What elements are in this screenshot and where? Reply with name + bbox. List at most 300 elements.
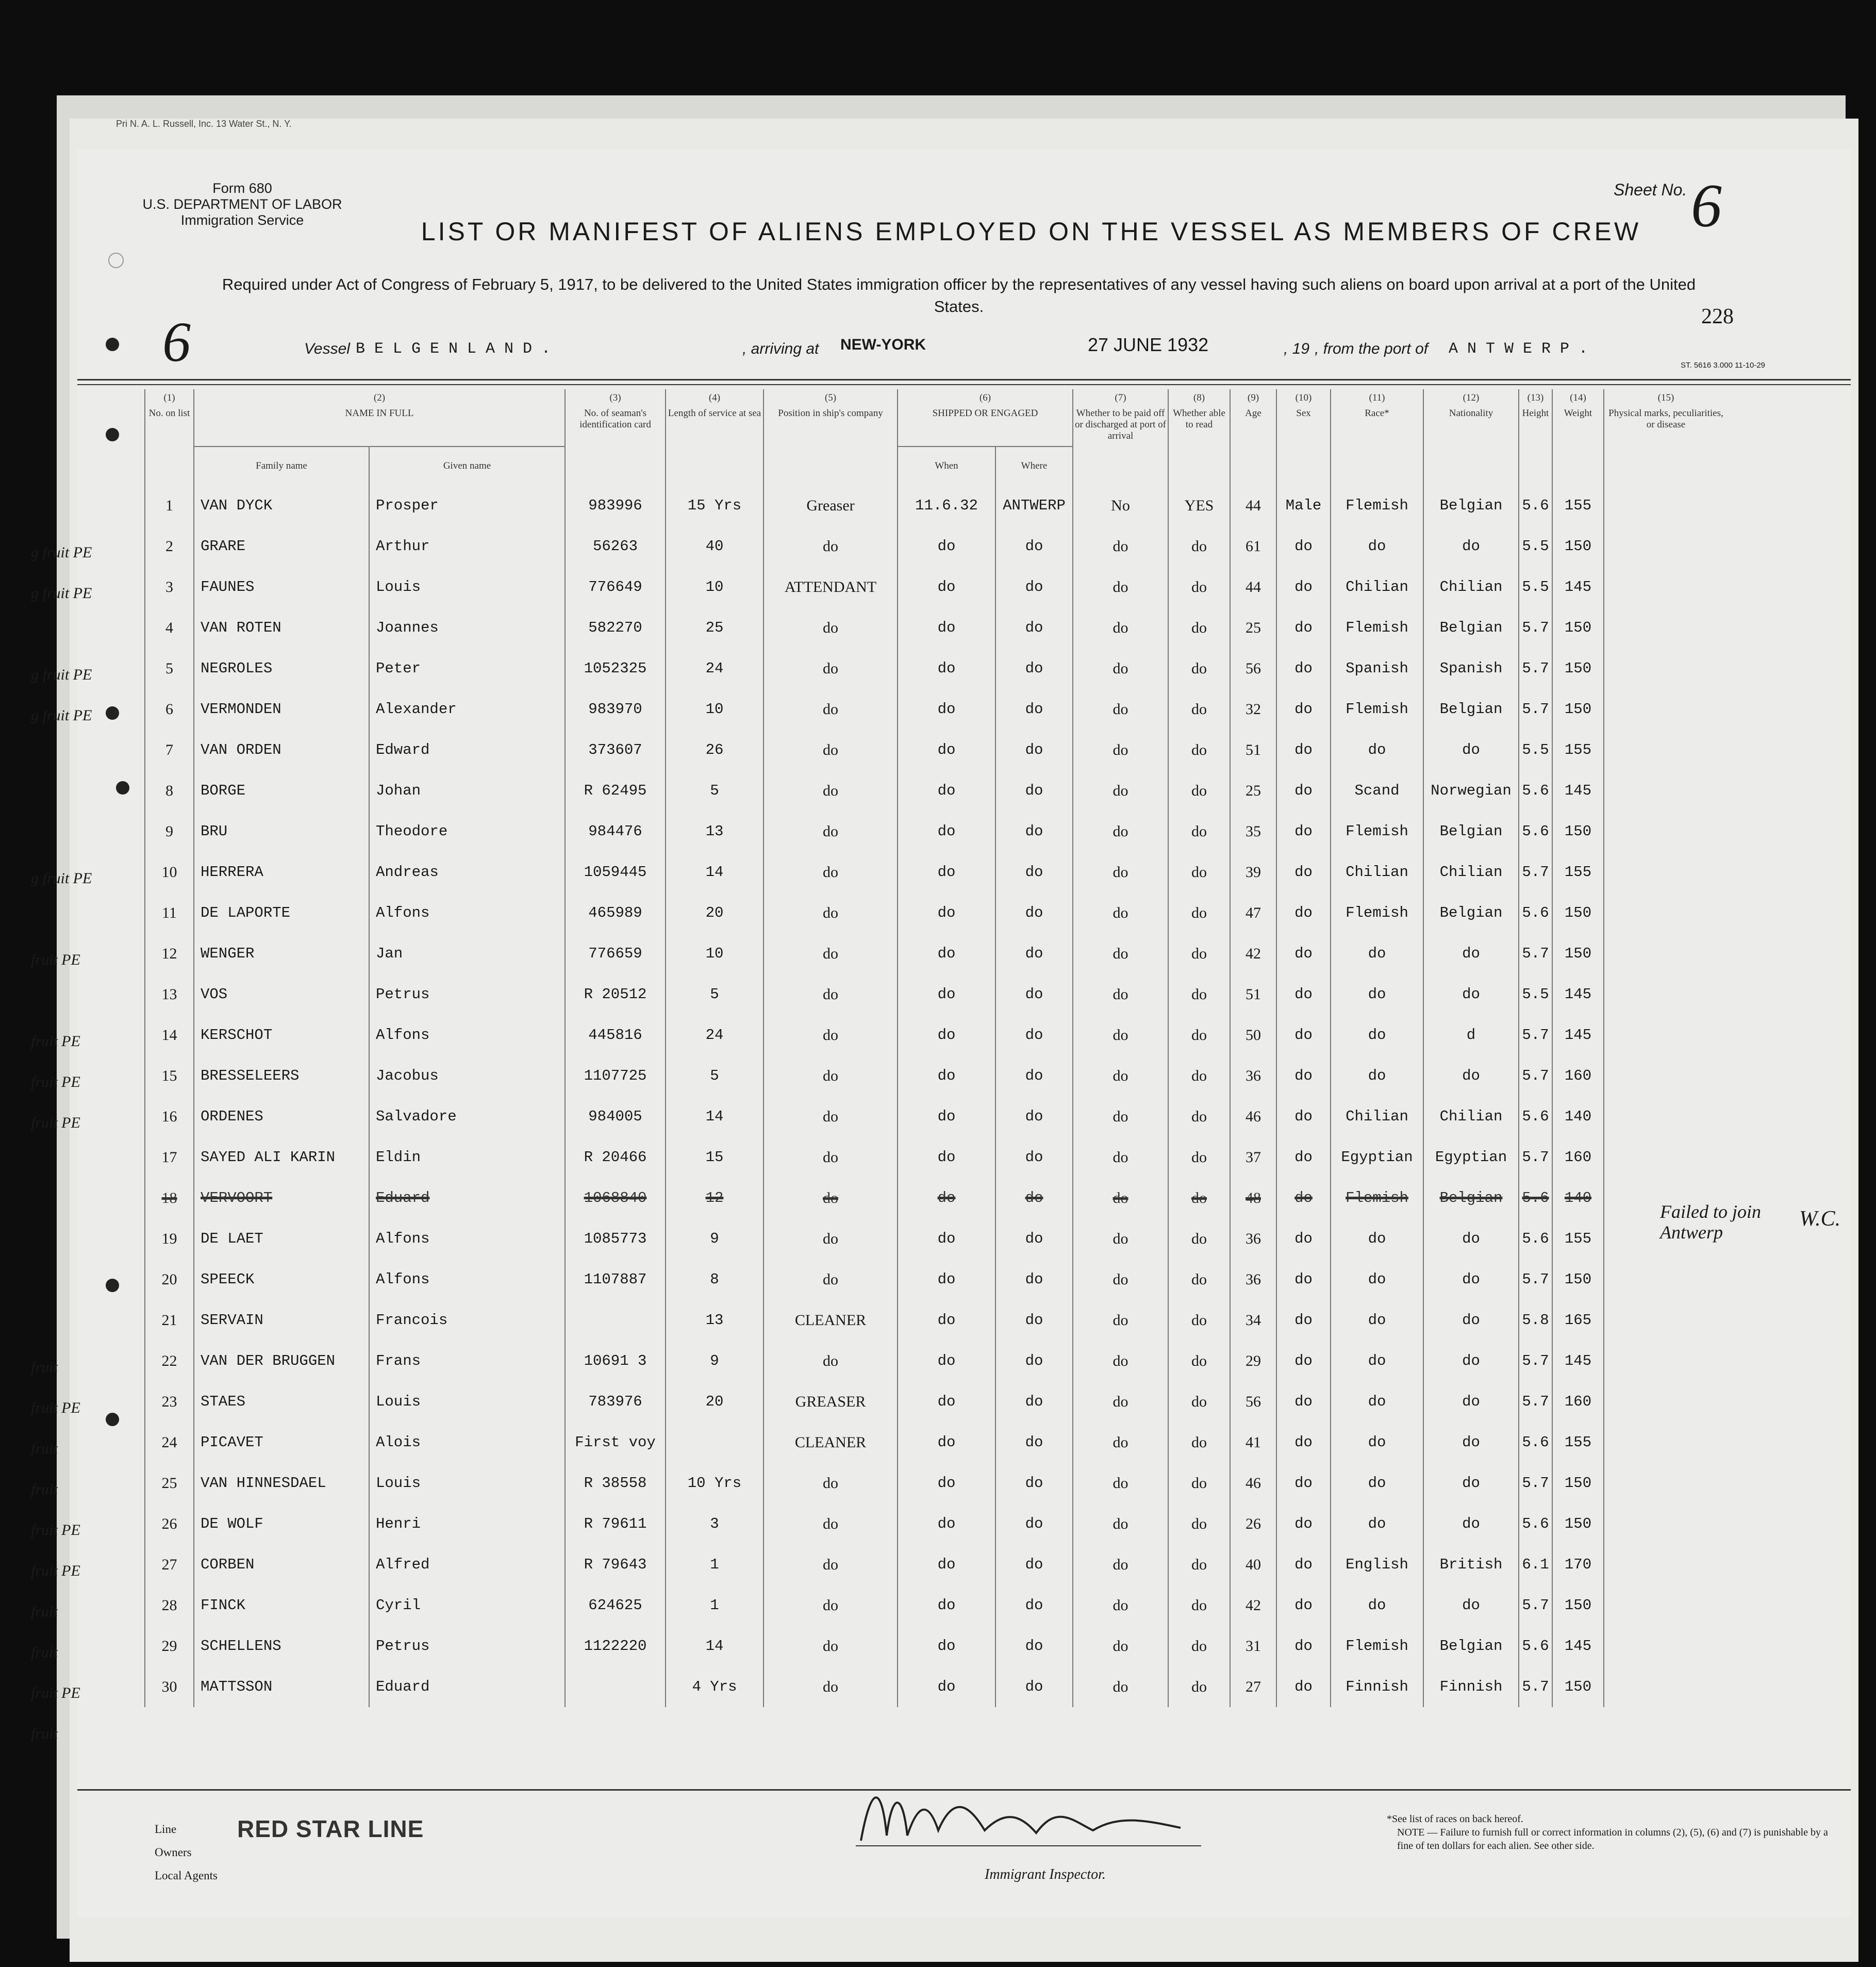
given-name-cell: Louis (369, 1463, 565, 1503)
height-cell: 5.7 (1519, 1259, 1552, 1300)
margin-note: fruit PE (31, 1399, 80, 1416)
physical-marks-cell (1604, 526, 1728, 567)
margin-note: fruit PE (31, 951, 80, 968)
family-name-cell: VAN HINNESDAEL (194, 1463, 369, 1503)
nationality-cell: do (1423, 1422, 1519, 1463)
physical-marks-cell (1604, 1544, 1728, 1585)
position-cell: do (763, 689, 898, 730)
shipped-when-cell: do (898, 1544, 995, 1585)
row-number-cell: 30 (145, 1666, 194, 1707)
nationality-cell: Chilian (1423, 1096, 1519, 1137)
physical-marks-cell (1604, 1259, 1728, 1300)
table-row (145, 1463, 1728, 1503)
nationality-cell: Belgian (1423, 485, 1519, 526)
subtitle: Required under Act of Congress of February 5, 1917, to be delivered to the United States immigration officer by the representatives of any vessel having such aliens on board upon arrival at a port of the United States. (222, 275, 1696, 316)
shipped-where-cell: do (995, 811, 1073, 852)
nationality-cell: do (1423, 1055, 1519, 1096)
header-sex: Sex (1276, 408, 1331, 485)
physical-marks-cell (1604, 1463, 1728, 1503)
shipped-where-cell: do (995, 770, 1073, 811)
header-race: Race* (1331, 408, 1423, 485)
age-cell: 25 (1230, 770, 1276, 811)
margin-note: fruit (31, 1603, 58, 1620)
row-number-cell: 7 (145, 730, 194, 770)
length-service-cell: 5 (666, 974, 763, 1015)
arrival-port: NEW-YORK (840, 336, 926, 353)
form-heading (134, 180, 351, 228)
position-cell: CLEANER (763, 1300, 898, 1341)
age-cell: 47 (1230, 892, 1276, 933)
margin-note: g fruit PE (31, 870, 92, 887)
printer-imprint: Pri N. A. L. Russell, Inc. 13 Water St., N. Y. (116, 119, 292, 129)
weight-cell: 150 (1552, 1503, 1604, 1544)
shipped-where-cell: do (995, 1218, 1073, 1259)
footer-notes (1387, 1812, 1840, 1853)
length-service-cell: 5 (666, 770, 763, 811)
margin-note: fruit (31, 1725, 58, 1742)
age-cell: 25 (1230, 607, 1276, 648)
age-cell: 46 (1230, 1096, 1276, 1137)
shipped-where-cell: do (995, 1544, 1073, 1585)
height-cell: 5.7 (1519, 1666, 1552, 1707)
reference-number: 228 (1701, 305, 1734, 328)
shipped-where-cell: do (995, 1381, 1073, 1422)
margin-note: g fruit PE (31, 707, 92, 724)
sex-cell: do (1276, 892, 1331, 933)
physical-marks-cell (1604, 567, 1728, 607)
id-card-cell: First voy (565, 1422, 666, 1463)
table-row (145, 1300, 1728, 1341)
shipped-when-cell: 11.6.32 (898, 485, 995, 526)
family-name-cell: DE LAET (194, 1218, 369, 1259)
col-number: (4) (666, 389, 763, 408)
weight-cell: 160 (1552, 1055, 1604, 1096)
sex-cell: do (1276, 1096, 1331, 1137)
family-name-cell: CORBEN (194, 1544, 369, 1585)
table-row (145, 1666, 1728, 1707)
length-service-cell: 15 (666, 1137, 763, 1178)
paid-off-cell: do (1073, 1503, 1168, 1544)
shipped-where-cell: do (995, 1626, 1073, 1666)
height-cell: 5.5 (1519, 974, 1552, 1015)
paid-off-cell: do (1073, 974, 1168, 1015)
given-name-cell: Louis (369, 567, 565, 607)
family-name-cell: MATTSSON (194, 1666, 369, 1707)
race-cell: Flemish (1331, 607, 1423, 648)
table-row (145, 1178, 1728, 1218)
physical-marks-cell (1604, 852, 1728, 892)
sex-cell: do (1276, 1259, 1331, 1300)
race-cell: do (1331, 933, 1423, 974)
weight-cell: 150 (1552, 1666, 1604, 1707)
id-card-cell: 984476 (565, 811, 666, 852)
able-read-cell: do (1168, 648, 1230, 689)
header-id-card: No. of seaman's identification card (565, 408, 666, 485)
given-name-cell: Joannes (369, 607, 565, 648)
physical-marks-cell (1604, 485, 1728, 526)
id-card-cell: 10691 3 (565, 1341, 666, 1381)
given-name-cell: Francois (369, 1300, 565, 1341)
sex-cell: do (1276, 933, 1331, 974)
length-service-cell: 1 (666, 1544, 763, 1585)
physical-marks-cell (1604, 648, 1728, 689)
position-cell: do (763, 1055, 898, 1096)
given-name-cell: Eduard (369, 1666, 565, 1707)
line-stamp: RED STAR LINE (237, 1815, 424, 1842)
length-service-cell: 40 (666, 526, 763, 567)
shipped-where-cell: do (995, 974, 1073, 1015)
given-name-cell: Eldin (369, 1137, 565, 1178)
race-cell: Chilian (1331, 567, 1423, 607)
race-cell: Chilian (1331, 1096, 1423, 1137)
year-label: , 19 (1284, 340, 1310, 357)
length-service-cell: 24 (666, 1015, 763, 1055)
length-service-cell: 9 (666, 1218, 763, 1259)
nationality-cell: Egyptian (1423, 1137, 1519, 1178)
row-number-cell: 25 (145, 1463, 194, 1503)
family-name-cell: VAN DER BRUGGEN (194, 1341, 369, 1381)
age-cell: 48 (1230, 1178, 1276, 1218)
able-read-cell: do (1168, 1015, 1230, 1055)
nationality-cell: Chilian (1423, 852, 1519, 892)
header-when: When (898, 447, 995, 485)
sex-cell: do (1276, 730, 1331, 770)
shipped-when-cell: do (898, 1178, 995, 1218)
age-cell: 36 (1230, 1055, 1276, 1096)
height-cell: 5.7 (1519, 1341, 1552, 1381)
shipped-where-cell: do (995, 1666, 1073, 1707)
col-number: (11) (1331, 389, 1423, 408)
header-no-on-list: No. on list (145, 408, 194, 485)
position-cell: do (763, 1096, 898, 1137)
age-cell: 35 (1230, 811, 1276, 852)
given-name-cell: Prosper (369, 485, 565, 526)
race-cell: Egyptian (1331, 1137, 1423, 1178)
physical-marks-cell (1604, 1381, 1728, 1422)
margin-note: fruit (31, 1440, 58, 1457)
table-row (145, 526, 1728, 567)
race-cell: Flemish (1331, 1626, 1423, 1666)
punch-hole (108, 253, 124, 268)
shipped-where-cell: do (995, 1055, 1073, 1096)
col-number: (12) (1423, 389, 1519, 408)
family-name-cell: SCHELLENS (194, 1626, 369, 1666)
family-name-cell: PICAVET (194, 1422, 369, 1463)
weight-cell: 165 (1552, 1300, 1604, 1341)
sex-cell: do (1276, 1422, 1331, 1463)
weight-cell: 150 (1552, 1463, 1604, 1503)
position-cell: do (763, 974, 898, 1015)
shipped-where-cell: do (995, 526, 1073, 567)
family-name-cell: VOS (194, 974, 369, 1015)
able-read-cell: do (1168, 1218, 1230, 1259)
position-cell: do (763, 1626, 898, 1666)
col-number: (9) (1230, 389, 1276, 408)
height-cell: 5.6 (1519, 892, 1552, 933)
table-row (145, 1259, 1728, 1300)
paid-off-cell: do (1073, 1544, 1168, 1585)
margin-note: g fruit PE (31, 544, 92, 561)
header-shipped: SHIPPED OR ENGAGED (898, 408, 1073, 447)
row-number-cell: 8 (145, 770, 194, 811)
physical-marks-cell (1604, 689, 1728, 730)
height-cell: 5.7 (1519, 648, 1552, 689)
sex-cell: do (1276, 526, 1331, 567)
header-nationality: Nationality (1423, 408, 1519, 485)
shipped-where-cell: do (995, 852, 1073, 892)
sex-cell: do (1276, 1300, 1331, 1341)
nationality-cell: do (1423, 1585, 1519, 1626)
owners-label: Owners (155, 1846, 192, 1859)
family-name-cell: DE WOLF (194, 1503, 369, 1544)
race-cell: do (1331, 730, 1423, 770)
id-card-cell: R 79611 (565, 1503, 666, 1544)
row-number-cell: 13 (145, 974, 194, 1015)
able-read-cell: do (1168, 1585, 1230, 1626)
position-cell: do (763, 852, 898, 892)
header-length-service: Length of service at sea (666, 408, 763, 485)
paid-off-cell: do (1073, 1422, 1168, 1463)
table-row (145, 1055, 1728, 1096)
shipped-where-cell: do (995, 1015, 1073, 1055)
nationality-cell: Belgian (1423, 689, 1519, 730)
shipped-where-cell: do (995, 567, 1073, 607)
length-service-cell: 4 Yrs (666, 1666, 763, 1707)
col-number: (8) (1168, 389, 1230, 408)
paid-off-cell: do (1073, 1463, 1168, 1503)
length-service-cell: 10 (666, 933, 763, 974)
col-number: (7) (1073, 389, 1168, 408)
row-number-cell: 24 (145, 1422, 194, 1463)
position-cell: do (763, 1341, 898, 1381)
position-cell: GREASER (763, 1381, 898, 1422)
paid-off-cell: No (1073, 485, 1168, 526)
weight-cell: 160 (1552, 1381, 1604, 1422)
sex-cell: do (1276, 1463, 1331, 1503)
sheet-label: Sheet No. (1614, 180, 1687, 199)
sex-cell: do (1276, 1015, 1331, 1055)
able-read-cell: do (1168, 770, 1230, 811)
family-name-cell: VAN DYCK (194, 485, 369, 526)
weight-cell: 145 (1552, 1341, 1604, 1381)
shipped-when-cell: do (898, 852, 995, 892)
col-number: (13) (1519, 389, 1552, 408)
row-number-cell: 2 (145, 526, 194, 567)
margin-note: fruit PE (31, 1114, 80, 1131)
table-row (145, 892, 1728, 933)
family-name-cell: VERVOORT (194, 1178, 369, 1218)
length-service-cell: 8 (666, 1259, 763, 1300)
race-note: *See list of races on back hereof. (1387, 1813, 1523, 1825)
shipped-where-cell: do (995, 607, 1073, 648)
able-read-cell: do (1168, 1503, 1230, 1544)
family-name-cell: SPEECK (194, 1259, 369, 1300)
shipped-when-cell: do (898, 1218, 995, 1259)
sex-cell: do (1276, 1341, 1331, 1381)
physical-marks-cell (1604, 1055, 1728, 1096)
punch-hole (106, 1279, 119, 1292)
height-cell: 5.7 (1519, 689, 1552, 730)
family-name-cell: VAN ORDEN (194, 730, 369, 770)
line-label: Line (155, 1823, 177, 1836)
header-weight: Weight (1552, 408, 1604, 485)
row-number-cell: 1 (145, 485, 194, 526)
punch-hole (106, 706, 119, 720)
able-read-cell: do (1168, 811, 1230, 852)
able-read-cell: do (1168, 1137, 1230, 1178)
punch-hole (106, 1413, 119, 1426)
race-cell: do (1331, 974, 1423, 1015)
header-height: Height (1519, 408, 1552, 485)
shipped-when-cell: do (898, 1585, 995, 1626)
physical-marks-cell (1604, 1137, 1728, 1178)
given-name-cell: Alfons (369, 1259, 565, 1300)
weight-cell: 160 (1552, 1137, 1604, 1178)
failed-note: Failed to join Antwerp (1660, 1201, 1761, 1243)
age-cell: 36 (1230, 1218, 1276, 1259)
row-number-cell: 6 (145, 689, 194, 730)
shipped-when-cell: do (898, 1055, 995, 1096)
id-card-cell: 984005 (565, 1096, 666, 1137)
from-port: A N T W E R P . (1449, 340, 1588, 358)
height-cell: 5.7 (1519, 933, 1552, 974)
race-cell: do (1331, 1300, 1423, 1341)
row-number-cell: 4 (145, 607, 194, 648)
given-name-cell: Louis (369, 1381, 565, 1422)
weight-cell: 155 (1552, 485, 1604, 526)
age-cell: 41 (1230, 1422, 1276, 1463)
position-cell: do (763, 1137, 898, 1178)
able-read-cell: do (1168, 852, 1230, 892)
header-age: Age (1230, 408, 1276, 485)
race-cell: do (1331, 1341, 1423, 1381)
physical-marks-cell (1604, 1422, 1728, 1463)
race-cell: Chilian (1331, 852, 1423, 892)
family-name-cell: FAUNES (194, 567, 369, 607)
given-name-cell: Alois (369, 1422, 565, 1463)
arriving-label: , arriving at (742, 340, 819, 357)
row-number-cell: 10 (145, 852, 194, 892)
physical-marks-cell (1604, 1503, 1728, 1544)
family-name-cell: GRARE (194, 526, 369, 567)
table-row (145, 1544, 1728, 1585)
row-number-cell: 28 (145, 1585, 194, 1626)
given-name-cell: Andreas (369, 852, 565, 892)
service-name: Immigration Service (180, 212, 304, 228)
header-position: Position in ship's company (763, 408, 898, 485)
id-card-cell: 373607 (565, 730, 666, 770)
paid-off-cell: do (1073, 689, 1168, 730)
table-row (145, 770, 1728, 811)
row-number-cell: 29 (145, 1626, 194, 1666)
position-cell: do (763, 1666, 898, 1707)
nationality-cell: do (1423, 1503, 1519, 1544)
given-name-cell: Arthur (369, 526, 565, 567)
id-card-cell: R 20466 (565, 1137, 666, 1178)
form-number: Form 680 (212, 180, 272, 196)
sex-cell: do (1276, 1666, 1331, 1707)
able-read-cell: do (1168, 1666, 1230, 1707)
able-read-cell: do (1168, 1300, 1230, 1341)
family-name-cell: ORDENES (194, 1096, 369, 1137)
nationality-cell: do (1423, 730, 1519, 770)
able-read-cell: do (1168, 1381, 1230, 1422)
race-cell: do (1331, 1463, 1423, 1503)
length-service-cell: 10 Yrs (666, 1463, 763, 1503)
weight-cell: 145 (1552, 1015, 1604, 1055)
paid-off-cell: do (1073, 770, 1168, 811)
height-cell: 5.7 (1519, 607, 1552, 648)
position-cell: do (763, 730, 898, 770)
vessel-label: Vessel (304, 340, 350, 357)
given-name-cell: Alexander (369, 689, 565, 730)
age-cell: 44 (1230, 567, 1276, 607)
sex-cell: do (1276, 689, 1331, 730)
header-name-in-full: NAME IN FULL (194, 408, 565, 447)
family-name-cell: STAES (194, 1381, 369, 1422)
nationality-cell: Finnish (1423, 1666, 1519, 1707)
weight-cell: 145 (1552, 770, 1604, 811)
row-number-cell: 19 (145, 1218, 194, 1259)
able-read-cell: do (1168, 1422, 1230, 1463)
fine-note: NOTE — Failure to furnish full or correct information in columns (2), (5), (6) and (7) is punishable by a fine of ten dollars for each alien. See other side. (1397, 1827, 1828, 1852)
race-cell: English (1331, 1544, 1423, 1585)
able-read-cell: do (1168, 1626, 1230, 1666)
weight-cell: 170 (1552, 1544, 1604, 1585)
col-number: (14) (1552, 389, 1604, 408)
family-name-cell: VAN ROTEN (194, 607, 369, 648)
paid-off-cell: do (1073, 1666, 1168, 1707)
col-number: (5) (763, 389, 898, 408)
length-service-cell: 13 (666, 1300, 763, 1341)
row-number-cell: 14 (145, 1015, 194, 1055)
nationality-cell: do (1423, 526, 1519, 567)
nationality-cell: do (1423, 1341, 1519, 1381)
height-cell: 5.7 (1519, 1015, 1552, 1055)
id-card-cell: 1122220 (565, 1626, 666, 1666)
length-service-cell: 20 (666, 892, 763, 933)
header-rule (77, 379, 1851, 381)
weight-cell: 155 (1552, 730, 1604, 770)
given-name-cell: Jan (369, 933, 565, 974)
race-cell: Flemish (1331, 689, 1423, 730)
position-cell: Greaser (763, 485, 898, 526)
weight-cell: 150 (1552, 1259, 1604, 1300)
paid-off-cell: do (1073, 1381, 1168, 1422)
sex-cell: do (1276, 1178, 1331, 1218)
shipped-when-cell: do (898, 811, 995, 852)
nationality-cell: Spanish (1423, 648, 1519, 689)
physical-marks-cell (1604, 770, 1728, 811)
race-cell: Flemish (1331, 485, 1423, 526)
shipped-where-cell: do (995, 1585, 1073, 1626)
position-cell: do (763, 607, 898, 648)
id-card-cell: 1085773 (565, 1218, 666, 1259)
height-cell: 5.6 (1519, 485, 1552, 526)
weight-cell: 155 (1552, 1422, 1604, 1463)
nationality-cell: Belgian (1423, 1178, 1519, 1218)
able-read-cell: do (1168, 526, 1230, 567)
length-service-cell: 24 (666, 648, 763, 689)
paid-off-cell: do (1073, 567, 1168, 607)
table-row (145, 485, 1728, 526)
height-cell: 5.6 (1519, 1626, 1552, 1666)
margin-note: fruit PE (31, 1684, 80, 1701)
punch-hole (106, 338, 119, 351)
age-cell: 50 (1230, 1015, 1276, 1055)
inspector-signature (851, 1774, 1211, 1856)
weight-cell: 145 (1552, 974, 1604, 1015)
